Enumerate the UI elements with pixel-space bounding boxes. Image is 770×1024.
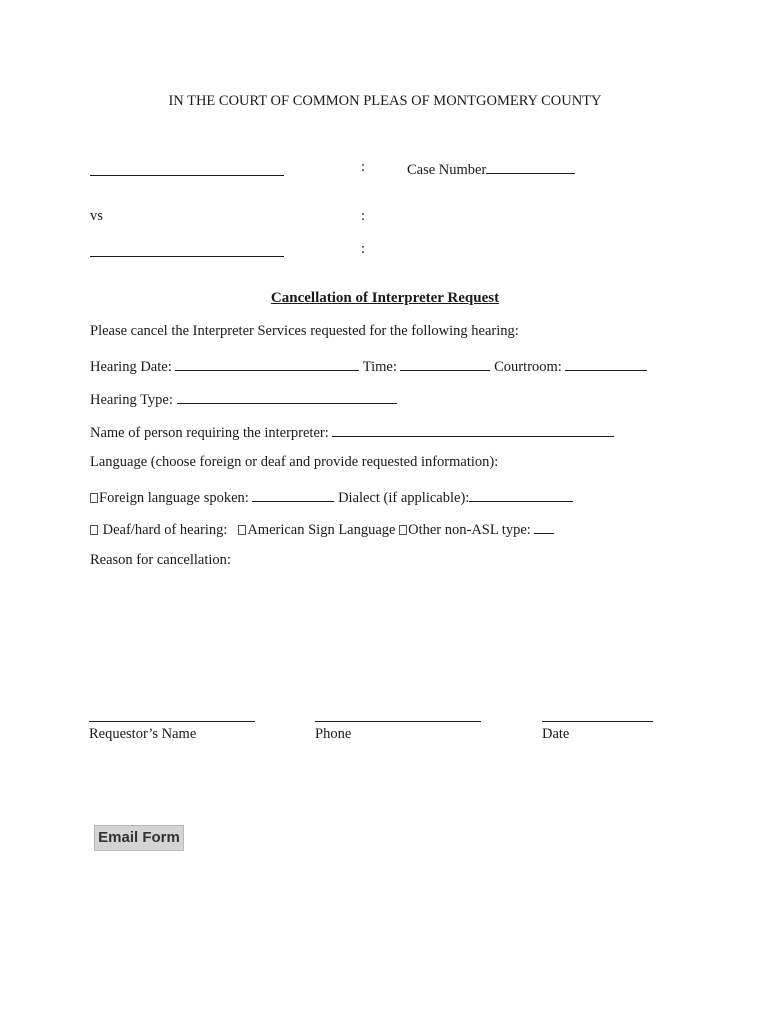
deaf-label: Deaf/hard of hearing: [102, 522, 228, 538]
case-number-field [407, 159, 575, 179]
court-title: IN THE COURT OF COMMON PLEAS OF MONTGOMERY COUNTY [168, 93, 602, 109]
asl-label: American Sign Language [247, 522, 396, 538]
reason-label: Reason for cancellation: [90, 552, 231, 568]
caption-colon: : [361, 159, 366, 175]
asl-checkbox[interactable] [238, 525, 246, 535]
defendant-line[interactable] [90, 256, 284, 257]
dialect-label: Dialect (if applicable): [338, 490, 470, 506]
hearing-date-label: Hearing Date: [90, 359, 172, 375]
requestor-name-line[interactable] [89, 721, 255, 722]
non-asl-label: Other non-ASL type: [408, 522, 531, 538]
date-label: Date [542, 726, 570, 742]
deaf-row [90, 519, 554, 539]
time-input[interactable] [400, 356, 490, 371]
time-label: Time: [362, 359, 397, 375]
deaf-checkbox[interactable] [90, 525, 98, 535]
non-asl-input[interactable] [534, 519, 554, 534]
hearing-type-row [90, 389, 397, 409]
requestor-name-label: Requestor’s Name [89, 726, 197, 742]
caption-colon: : [361, 241, 366, 257]
email-form-button[interactable]: Email Form [94, 825, 184, 851]
caption-colon: : [361, 208, 366, 224]
person-row [90, 422, 614, 442]
phone-label: Phone [315, 726, 352, 742]
form-title: Cancellation of Interpreter Request [270, 290, 500, 306]
person-label: Name of person requiring the interpreter: [90, 425, 329, 441]
courtroom-label: Courtroom: [494, 359, 562, 375]
courtroom-input[interactable] [565, 356, 647, 371]
person-input[interactable] [332, 422, 614, 437]
plaintiff-line[interactable] [90, 175, 284, 176]
case-number-label: Case Number [407, 162, 487, 178]
hearing-date-input[interactable] [175, 356, 359, 371]
case-number-input[interactable] [486, 159, 575, 174]
hearing-type-label: Hearing Type: [90, 392, 173, 408]
hearing-type-input[interactable] [177, 389, 397, 404]
non-asl-checkbox[interactable] [399, 525, 407, 535]
phone-line[interactable] [315, 721, 481, 722]
vs-label: vs [90, 208, 103, 224]
intro-text: Please cancel the Interpreter Services requested for the following hearing: [90, 323, 519, 339]
foreign-language-input[interactable] [252, 487, 334, 502]
hearing-row [90, 356, 647, 376]
date-line[interactable] [542, 721, 653, 722]
language-label: Language (choose foreign or deaf and provide requested information): [90, 454, 499, 470]
dialect-input[interactable] [469, 487, 573, 502]
foreign-language-label: Foreign language spoken: [99, 490, 249, 506]
reason-input[interactable] [90, 575, 670, 695]
foreign-language-checkbox[interactable] [90, 493, 98, 503]
foreign-language-row [90, 487, 573, 507]
